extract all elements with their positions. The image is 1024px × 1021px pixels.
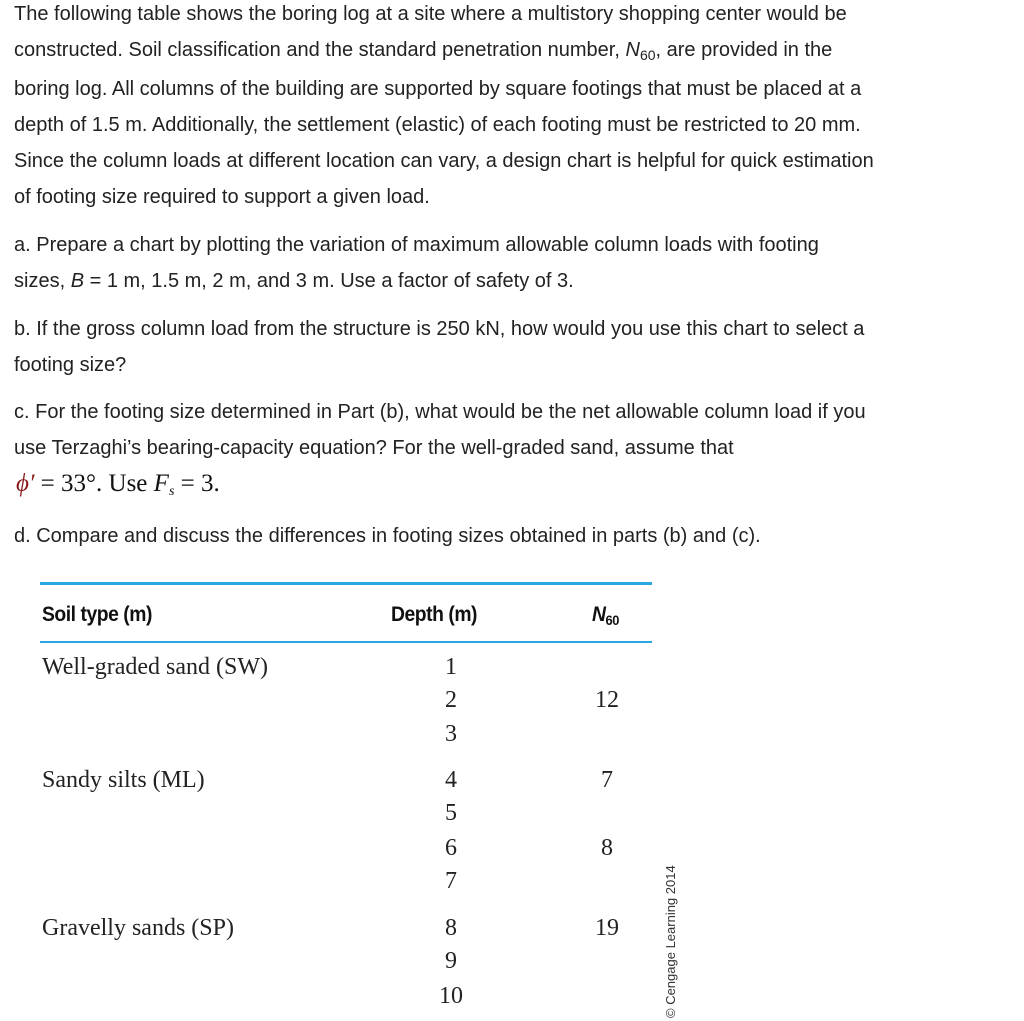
f-symbol: F xyxy=(153,470,169,497)
part-d-line: d. Compare and discuss the differences in footing sizes obtained in parts (b) and (c). xyxy=(14,525,761,547)
n60-cell: 7 xyxy=(601,767,613,793)
part-a-line xyxy=(14,269,574,293)
soil-type-cell: Sandy silts (ML) xyxy=(42,767,205,793)
text: = 33°. Use xyxy=(34,470,154,497)
part-b-line: footing size? xyxy=(14,354,127,376)
depth-cell: 1 xyxy=(445,654,457,680)
intro-line: depth of 1.5 m. Additionally, the settlement (elastic) of each footing must be restricted to 20 mm. xyxy=(14,114,861,136)
n-symbol: N xyxy=(625,39,640,61)
depth-cell: 8 xyxy=(445,915,457,941)
text: , are provided in the xyxy=(655,39,833,61)
soil-type-cell: Well-graded sand (SW) xyxy=(42,654,268,680)
n60-cell: 19 xyxy=(595,915,619,941)
header-depth: Depth (m) xyxy=(391,603,478,626)
n-subscript: 60 xyxy=(639,47,656,63)
header-n60 xyxy=(592,601,619,629)
copyright-notice: © Cengage Learning 2014 xyxy=(663,865,678,1018)
depth-cell: 9 xyxy=(445,948,457,974)
intro-line: boring log. All columns of the building are supported by square footings that must be placed at a xyxy=(14,78,862,100)
n-symbol: N xyxy=(592,603,606,626)
n-subscript: 60 xyxy=(605,612,619,628)
b-symbol: B xyxy=(70,270,85,292)
text: = 1 m, 1.5 m, 2 m, and 3 m. Use a factor of safety of 3. xyxy=(84,270,574,292)
table-top-rule xyxy=(40,582,652,585)
header-rule xyxy=(40,641,652,643)
text: constructed. Soil classification and the standard penetration number, xyxy=(14,39,626,61)
s-subscript: s xyxy=(168,484,175,499)
depth-cell: 7 xyxy=(445,868,457,894)
intro-line: The following table shows the boring log at a site where a multistory shopping center would be xyxy=(14,3,847,25)
n60-cell: 8 xyxy=(601,835,613,861)
depth-cell: 3 xyxy=(445,721,457,747)
intro-line: of footing size required to support a given load. xyxy=(14,186,430,208)
part-b-line: b. If the gross column load from the structure is 250 kN, how would you use this chart to select a xyxy=(14,318,865,340)
part-c-line: c. For the footing size determined in Part (b), what would be the net allowable column load if you xyxy=(14,401,866,423)
part-c-equation xyxy=(16,470,220,499)
part-a-line: a. Prepare a chart by plotting the variation of maximum allowable column loads with footing xyxy=(14,234,819,256)
depth-cell: 2 xyxy=(445,687,457,713)
phi-symbol: ϕ′ xyxy=(16,470,35,497)
depth-cell: 5 xyxy=(445,800,457,826)
text: = 3. xyxy=(174,470,220,497)
intro-line: Since the column loads at different location can vary, a design chart is helpful for quick estimation xyxy=(14,150,874,172)
depth-cell: 4 xyxy=(445,767,457,793)
soil-type-cell: Gravelly sands (SP) xyxy=(42,915,234,941)
intro-line xyxy=(14,38,832,62)
header-soil-type: Soil type (m) xyxy=(42,603,152,626)
n60-cell: 12 xyxy=(595,687,619,713)
part-c-line: use Terzaghi’s bearing-capacity equation? For the well-graded sand, assume that xyxy=(14,437,734,459)
depth-cell: 6 xyxy=(445,835,457,861)
depth-cell: 10 xyxy=(439,983,463,1009)
text: sizes, xyxy=(14,270,71,292)
